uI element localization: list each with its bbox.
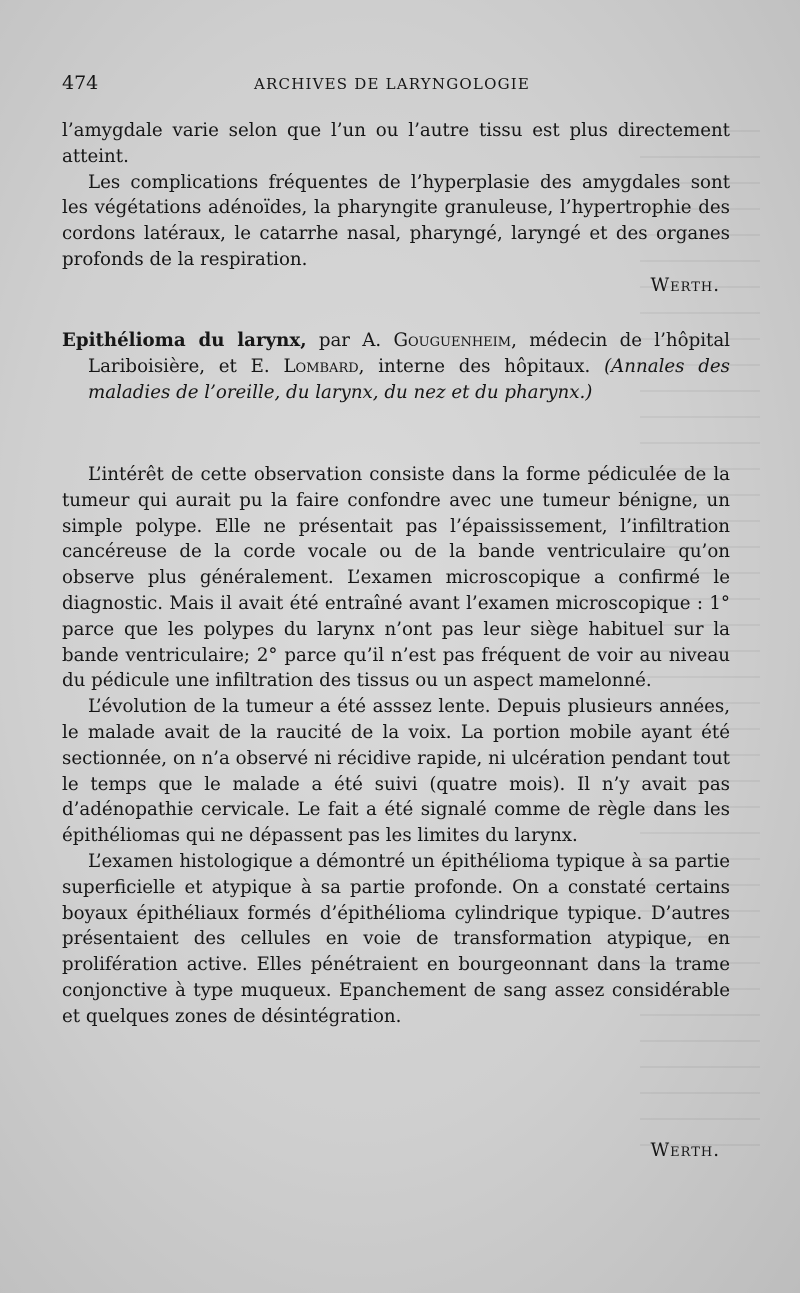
- author-role: , médecin de l’hôpital Lariboisière, et E.: [88, 330, 730, 377]
- intro-paragraph: Les complications fréquentes de l’hyperplasie des amygdales sont les végétations adénoïdes, la pharyngite granuleuse, l’hypertrophie des cordons latéraux, le catarrhe nasal, pharyngé, laryngé et des organes profonds de la respiration.: [62, 171, 730, 270]
- body-paragraph: L’évolution de la tumeur a été asssez lente. Depuis plusieurs années, le malade avait de la raucité de la voix. La portion mobile ayant été sectionnée, on n’a observé ni récidive rapide, ni ulcération pendant tout le temps que le malade a été suivi (quatre mois). Il n’y avait pas d’adénopathie cervicale. Le fait a été signalé comme de règle dans les épithéliomas qui ne dépassent pas les limites du larynx.: [62, 696, 730, 847]
- signature: Werth.: [650, 1140, 720, 1161]
- running-title: ARCHIVES DE LARYNGOLOGIE: [254, 75, 531, 93]
- byline-text: par A.: [306, 330, 394, 351]
- body-paragraph: L’intérêt de cette observation consiste dans la forme pédiculée de la tumeur qui aurait pu la faire confondre avec une tumeur bénigne, un simple polype. Elle ne présentait pas l’épaississement, l’infiltration cancéreuse de la corde vocale ou de la bande ventriculaire qu’on observe plus généralement. L’examen microscopique a confirmé le diagnostic. Mais il avait été entraîné avant l’examen microscopique : 1° parce que les polypes du larynx n’ont pas leur siège habituel sur la bande ventriculaire; 2° parce qu’il n’est pas fréquent de voir au niveau du pédicule une infiltration des tissus ou un aspect mamelonné.: [62, 464, 730, 692]
- article-title: Epithélioma du larynx,: [62, 330, 307, 351]
- page-number: 474: [62, 72, 99, 94]
- body-paragraph: L’examen histologique a démontré un épithélioma typique à sa partie superficielle et atypique à sa partie profonde. On a constaté certains boyaux épithéliaux formés d’épithélioma cylindrique typique. D’autres présentaient des cellules en voie de transformation atypique, en prolifération active. Elles pénétraient en bourgeonnant dans la trame conjonctive à type muqueux. Epanchement de sang assez considérable et quelques zones de désintégration.: [62, 850, 730, 1027]
- running-header: [62, 72, 722, 102]
- author-name: Gouguenheim: [393, 330, 512, 351]
- intro-section: [62, 118, 730, 299]
- author-name: Lombard: [283, 355, 359, 377]
- review-heading: [62, 328, 730, 405]
- intro-paragraph: l’amygdale varie selon que l’un ou l’autre tissu est plus directement atteint.: [62, 120, 730, 167]
- signature: Werth.: [650, 274, 720, 296]
- author-role: , interne des hôpitaux.: [358, 355, 605, 377]
- review-body: [62, 462, 730, 1030]
- source-citation: (Annales des maladies de l’oreille, du larynx, du nez et du pharynx.): [88, 355, 731, 403]
